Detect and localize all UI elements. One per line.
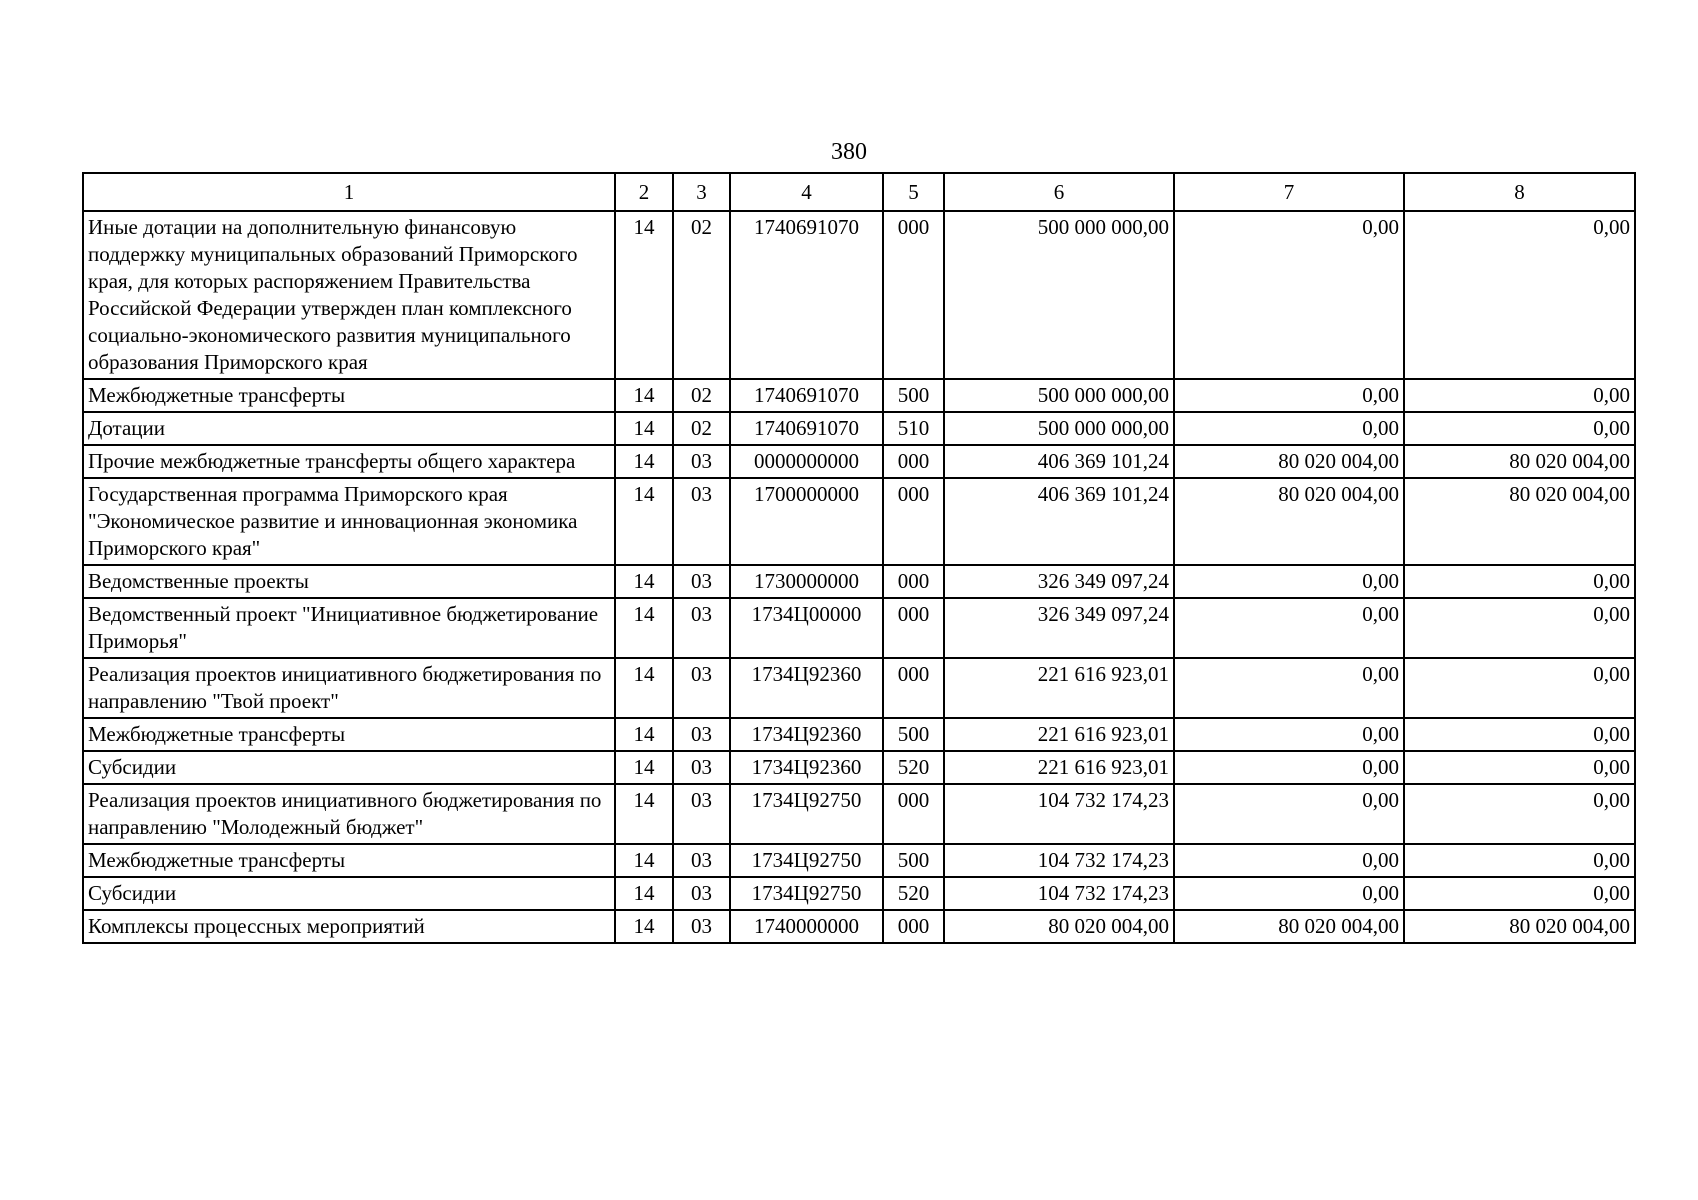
subsection-code: 02 [673,211,730,379]
amount-col8: 0,00 [1404,844,1635,877]
column-header: 6 [944,173,1174,211]
target-article-code: 1734Ц92360 [730,718,883,751]
item-name: Реализация проектов инициативного бюджетирования по направлению "Молодежный бюджет" [83,784,615,844]
subsection-code: 02 [673,379,730,412]
section-code: 14 [615,412,673,445]
amount-col6: 221 616 923,01 [944,658,1174,718]
amount-col6: 326 349 097,24 [944,598,1174,658]
amount-col7: 0,00 [1174,598,1404,658]
amount-col8: 0,00 [1404,379,1635,412]
table-row [83,910,1635,943]
amount-col6: 500 000 000,00 [944,412,1174,445]
amount-col6: 104 732 174,23 [944,844,1174,877]
item-name: Дотации [83,412,615,445]
item-name: Ведомственные проекты [83,565,615,598]
target-article-code: 1734Ц92360 [730,658,883,718]
page-number: 380 [831,139,867,165]
expense-type-code: 520 [883,877,944,910]
expense-type-code: 000 [883,910,944,943]
amount-col7: 80 020 004,00 [1174,478,1404,565]
column-header: 5 [883,173,944,211]
amount-col7: 0,00 [1174,658,1404,718]
expense-type-code: 000 [883,445,944,478]
table-row [83,718,1635,751]
subsection-code: 03 [673,598,730,658]
amount-col8: 0,00 [1404,565,1635,598]
amount-col8: 0,00 [1404,718,1635,751]
column-header: 1 [83,173,615,211]
expense-type-code: 000 [883,598,944,658]
item-name: Прочие межбюджетные трансферты общего характера [83,445,615,478]
subsection-code: 03 [673,844,730,877]
table-row [83,445,1635,478]
subsection-code: 03 [673,751,730,784]
amount-col7: 0,00 [1174,784,1404,844]
amount-col6: 104 732 174,23 [944,877,1174,910]
target-article-code: 1734Ц92750 [730,784,883,844]
amount-col7: 0,00 [1174,565,1404,598]
expense-type-code: 000 [883,478,944,565]
subsection-code: 03 [673,478,730,565]
header-row [83,173,1635,211]
section-code: 14 [615,565,673,598]
amount-col6: 326 349 097,24 [944,565,1174,598]
section-code: 14 [615,844,673,877]
expense-type-code: 000 [883,565,944,598]
amount-col6: 406 369 101,24 [944,478,1174,565]
section-code: 14 [615,910,673,943]
expense-type-code: 500 [883,379,944,412]
expense-type-code: 500 [883,718,944,751]
column-header: 7 [1174,173,1404,211]
amount-col7: 0,00 [1174,718,1404,751]
amount-col7: 0,00 [1174,877,1404,910]
table-row [83,211,1635,379]
expense-type-code: 000 [883,211,944,379]
item-name: Межбюджетные трансферты [83,718,615,751]
section-code: 14 [615,718,673,751]
item-name: Субсидии [83,877,615,910]
amount-col6: 221 616 923,01 [944,751,1174,784]
subsection-code: 02 [673,412,730,445]
amount-col6: 500 000 000,00 [944,211,1174,379]
expense-type-code: 000 [883,784,944,844]
section-code: 14 [615,445,673,478]
target-article-code: 1734Ц92360 [730,751,883,784]
item-name: Государственная программа Приморского края "Экономическое развитие и инновационная экономика Приморского края" [83,478,615,565]
amount-col7: 80 020 004,00 [1174,445,1404,478]
amount-col8: 80 020 004,00 [1404,445,1635,478]
item-name: Субсидии [83,751,615,784]
target-article-code: 1740000000 [730,910,883,943]
column-header: 2 [615,173,673,211]
amount-col8: 0,00 [1404,784,1635,844]
table-row [83,565,1635,598]
section-code: 14 [615,877,673,910]
target-article-code: 1734Ц92750 [730,844,883,877]
item-name: Комплексы процессных мероприятий [83,910,615,943]
amount-col6: 221 616 923,01 [944,718,1174,751]
table-body [83,211,1635,943]
amount-col6: 80 020 004,00 [944,910,1174,943]
target-article-code: 0000000000 [730,445,883,478]
target-article-code: 1730000000 [730,565,883,598]
table-row [83,784,1635,844]
amount-col8: 80 020 004,00 [1404,478,1635,565]
table-row [83,478,1635,565]
amount-col7: 0,00 [1174,751,1404,784]
subsection-code: 03 [673,784,730,844]
section-code: 14 [615,598,673,658]
table-row [83,877,1635,910]
item-name: Межбюджетные трансферты [83,379,615,412]
target-article-code: 1734Ц92750 [730,877,883,910]
target-article-code: 1740691070 [730,412,883,445]
target-article-code: 1740691070 [730,211,883,379]
amount-col7: 0,00 [1174,412,1404,445]
item-name: Межбюджетные трансферты [83,844,615,877]
section-code: 14 [615,784,673,844]
amount-col8: 0,00 [1404,877,1635,910]
subsection-code: 03 [673,718,730,751]
target-article-code: 1740691070 [730,379,883,412]
amount-col7: 0,00 [1174,211,1404,379]
table-row [83,658,1635,718]
target-article-code: 1700000000 [730,478,883,565]
subsection-code: 03 [673,445,730,478]
amount-col8: 0,00 [1404,412,1635,445]
subsection-code: 03 [673,658,730,718]
amount-col8: 0,00 [1404,658,1635,718]
budget-table [82,172,1636,944]
item-name: Реализация проектов инициативного бюджетирования по направлению "Твой проект" [83,658,615,718]
section-code: 14 [615,751,673,784]
section-code: 14 [615,478,673,565]
amount-col6: 104 732 174,23 [944,784,1174,844]
item-name: Иные дотации на дополнительную финансовую поддержку муниципальных образований Приморского края, для которых распоряжением Правительства Российской Федерации утвержден план комплексного социально-экономического развития муниципального образования Приморского края [83,211,615,379]
table-row [83,598,1635,658]
table-row [83,751,1635,784]
expense-type-code: 510 [883,412,944,445]
amount-col6: 406 369 101,24 [944,445,1174,478]
target-article-code: 1734Ц00000 [730,598,883,658]
table-row [83,379,1635,412]
table-row [83,844,1635,877]
item-name: Ведомственный проект "Инициативное бюджетирование Приморья" [83,598,615,658]
amount-col8: 0,00 [1404,751,1635,784]
expense-type-code: 000 [883,658,944,718]
column-header: 4 [730,173,883,211]
column-header: 3 [673,173,730,211]
amount-col8: 0,00 [1404,598,1635,658]
amount-col7: 80 020 004,00 [1174,910,1404,943]
table-row [83,412,1635,445]
subsection-code: 03 [673,910,730,943]
amount-col7: 0,00 [1174,844,1404,877]
column-header: 8 [1404,173,1635,211]
section-code: 14 [615,211,673,379]
section-code: 14 [615,379,673,412]
subsection-code: 03 [673,877,730,910]
expense-type-code: 520 [883,751,944,784]
amount-col8: 80 020 004,00 [1404,910,1635,943]
amount-col7: 0,00 [1174,379,1404,412]
amount-col6: 500 000 000,00 [944,379,1174,412]
expense-type-code: 500 [883,844,944,877]
amount-col8: 0,00 [1404,211,1635,379]
subsection-code: 03 [673,565,730,598]
section-code: 14 [615,658,673,718]
